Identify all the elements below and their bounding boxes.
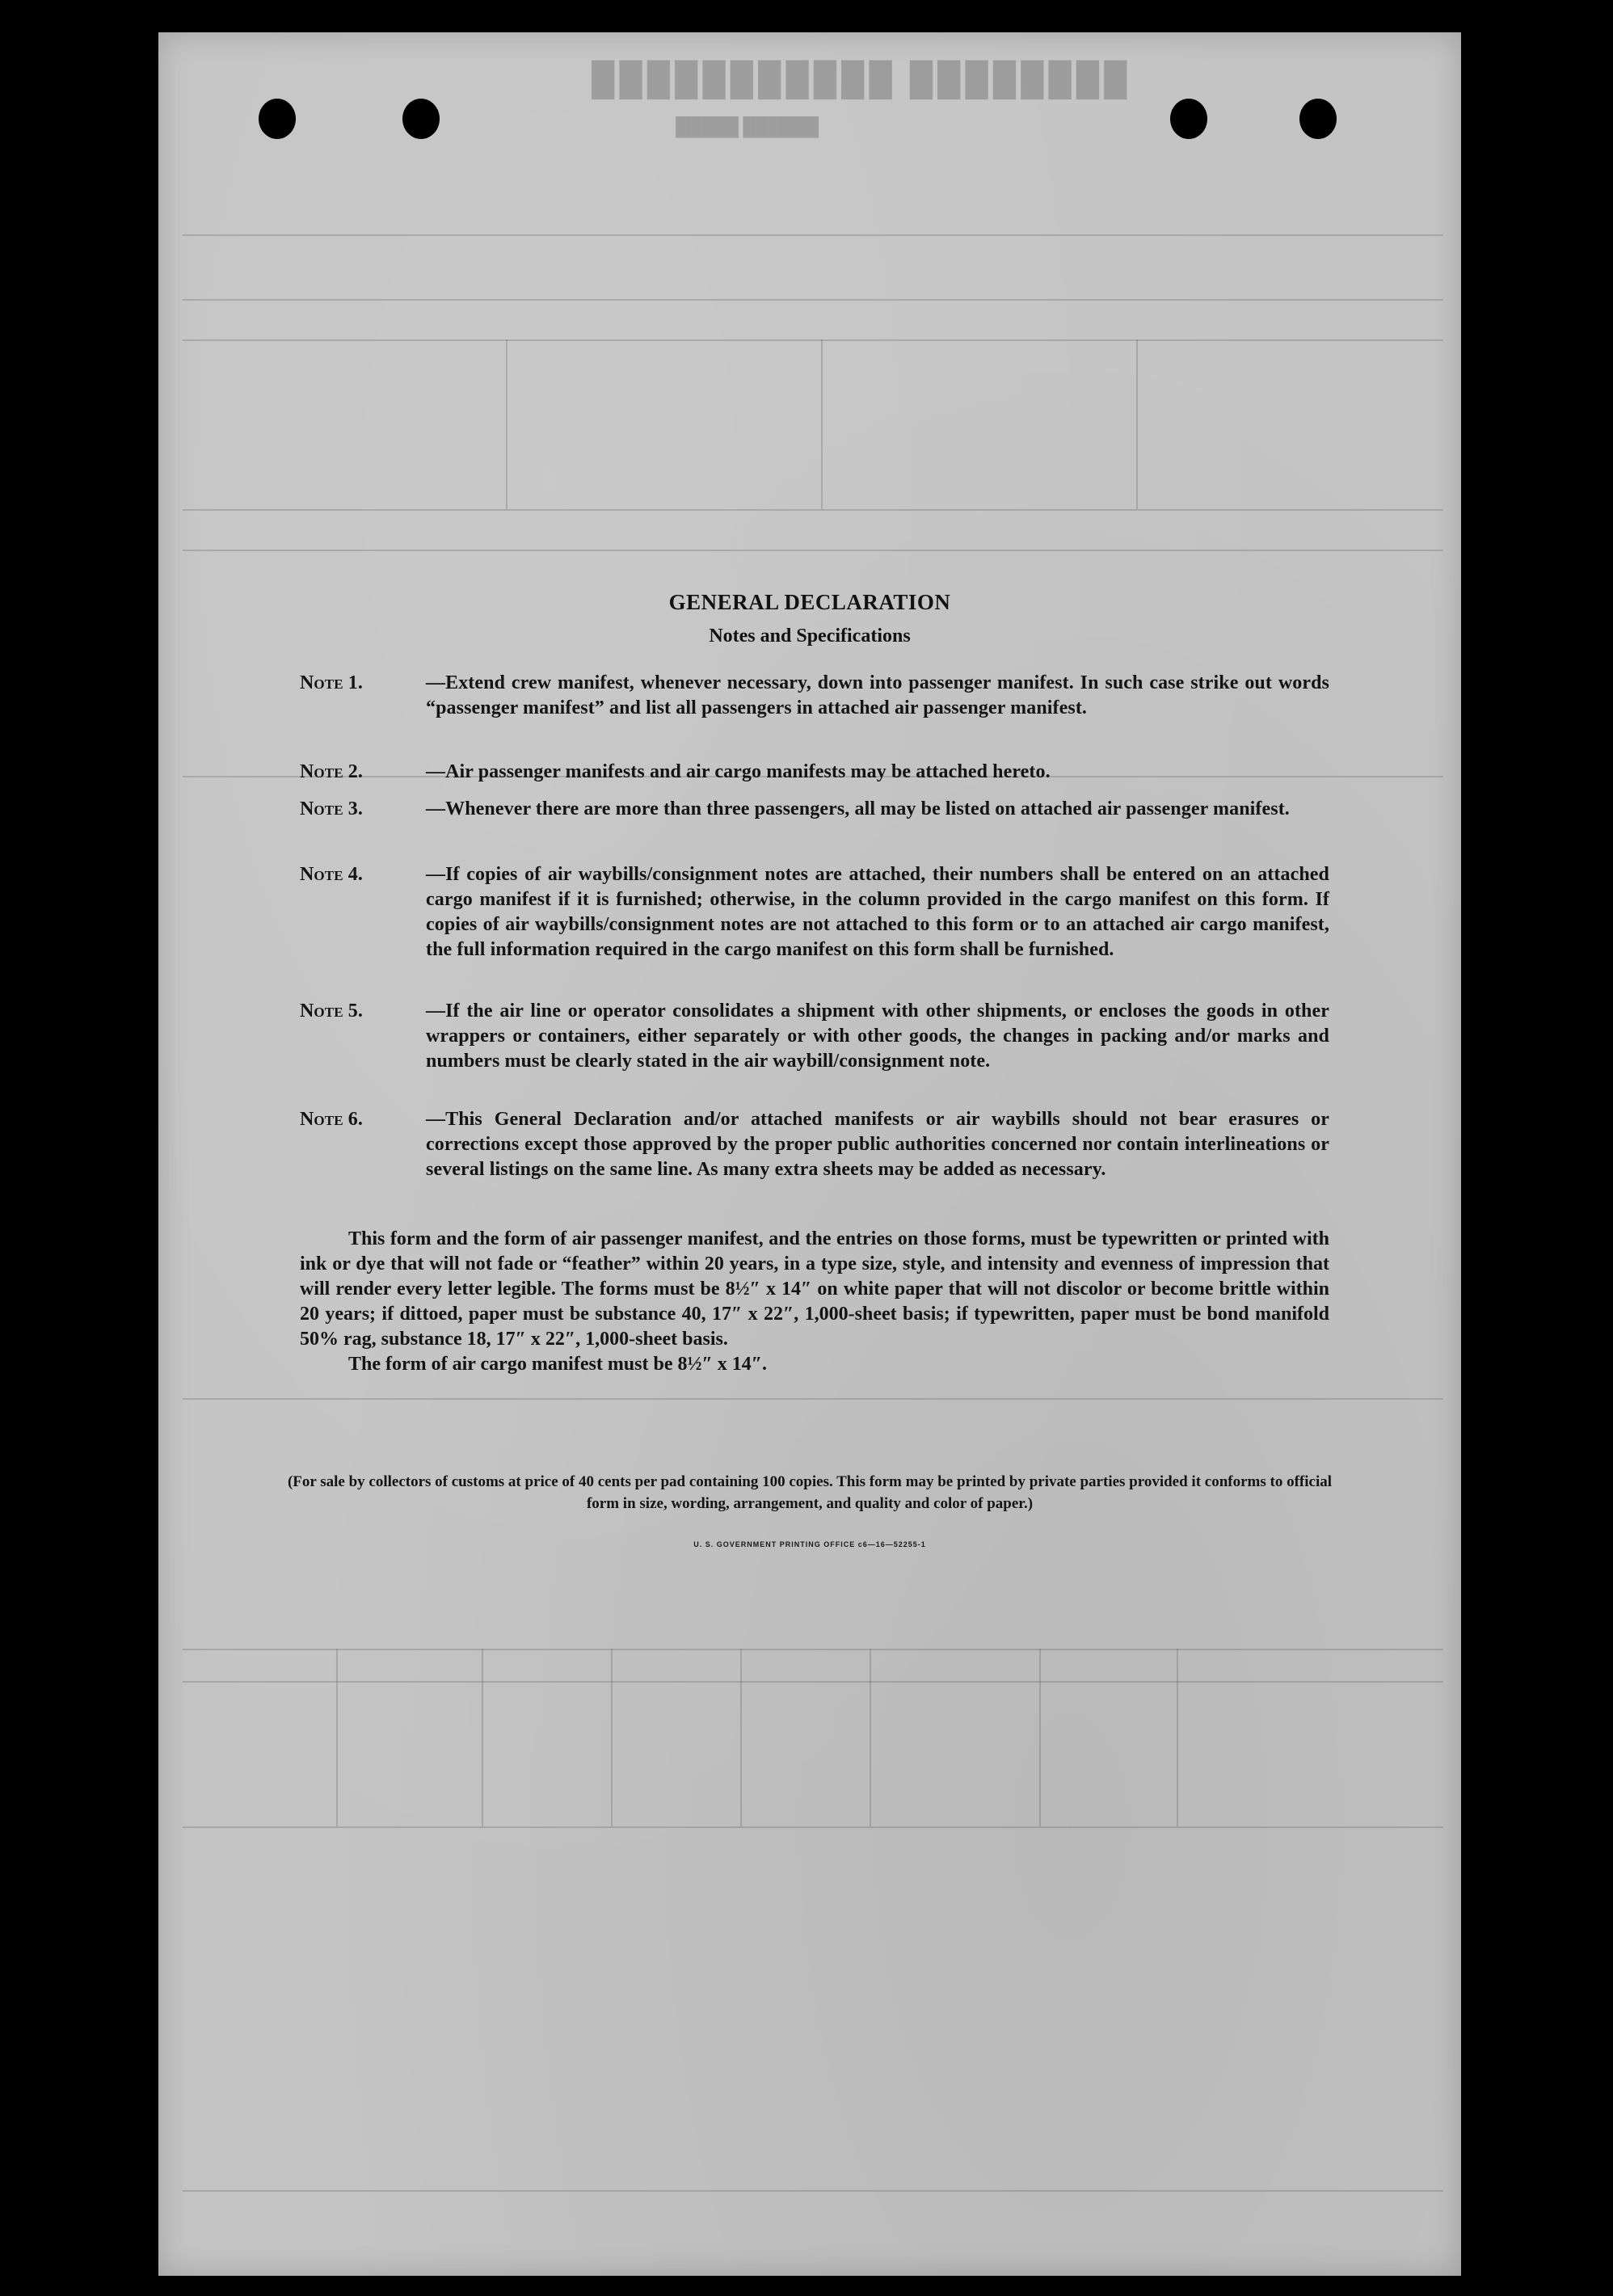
note-text: —Air passenger manifests and air cargo manifests may be attached hereto.: [426, 761, 1051, 782]
declaration-subtitle: Notes and Specifications: [709, 626, 911, 647]
note-text: —This General Declaration and/or attached manifests or air waybills should not bear erasures or corrections except those approved by the proper public authorities concerned nor contain interlineations or several listings on the same line. As many extra sheets may be added as necessary.: [426, 1109, 1329, 1180]
cargo-size-text: The form of air cargo manifest must be 8½″ x 14″.: [348, 1354, 767, 1375]
note-label: Note 5.: [300, 1001, 363, 1022]
note-item: [300, 1107, 1329, 1182]
note-item: [300, 999, 1329, 1074]
note-item: [300, 671, 1329, 721]
punch-hole-left-2: [402, 99, 440, 139]
note-item: [300, 862, 1329, 963]
note-label: Note 3.: [300, 798, 363, 819]
punch-hole-left-1: [259, 99, 296, 139]
note-text: —If copies of air waybills/consignment notes are attached, their numbers shall be entered on an attached cargo manifest if it is furnished; otherwise, in the column provided in the cargo manifest on this form. If copies of air waybills/consignment notes are not attached to this form or to an attached air cargo manifest, the full information required in the cargo manifest on this form shall be furnished.: [426, 864, 1329, 960]
note-label: Note 6.: [300, 1109, 363, 1130]
note-text: —Extend crew manifest, whenever necessary, down into passenger manifest. In such case strike out words “passenger manifest” and list all passengers in attached air passenger manifest.: [426, 672, 1329, 718]
form-requirements-text: This form and the form of air passenger manifest, and the entries on those forms, must be typewritten or printed with ink or dye that will not fade or “feather” within 20 years, in a type size, style, and intensity and evenness of impression that will render every letter legible. The forms must be 8½″ x 14″ on white paper that will not discolor or become brittle within 20 years; if dittoed, paper must be substance 40, 17″ x 22″, 1,000-sheet basis; if typewritten, paper must be bond manifold 50% rag, substance 18, 17″ x 22″, 1,000-sheet basis.: [300, 1228, 1329, 1350]
note-text: —Whenever there are more than three passengers, all may be listed on attached air passenger manifest.: [426, 798, 1290, 819]
sale-notice: (For sale by collectors of customs at price of 40 cents per pad containing 100 copies. This form may be printed by private parties provided it conforms to official form in size, wording, arrangement, and quality and color of paper.): [287, 1473, 1333, 1512]
form-requirements-paragraph: [300, 1227, 1329, 1377]
document-sheet: ████████ ███████████ ██████ █████ GENERAL DECLARATION Notes and Specifications Note 1. —Extend crew manifest, whenever necessary, down into passenger manifest. In such case strike out words “passenger manifest” and list all passengers in attached air passenger manifest. Note 2. —Air passenger manifests and air cargo manifests may be attached hereto. Note 3. —Whenever there are more than three passengers, all may be listed on attached air passenger manifest. Note 4. —If copies of air waybills/consignment notes are attached, their numbers shall be entered on an attached cargo manifest if it is furnished; otherwise, in the column provided in the cargo manifest on this form. If copies of air waybills/consignment notes are not attached to this form or to an attached air cargo manifest, the full information required in the cargo manifest on this form shall be furnished. Note 5. —If the air line or operator consolidates a shipment with other shipments, or encloses the goods in other wrappers or containers, either separately or with other goods, the changes in packing and/or marks and numbers must be clearly stated in the air waybill/consignment note. Note 6. —This General Declaration and/or attached manifests or air waybills should not bear erasures or corrections except those approved by the proper public authorities concerned nor contain interlineations or several listings on the same line. As many extra sheets may be added as necessary. This form and the form of air passenger manifest, and the entries on those forms, must be typewritten or printed with ink or dye that will not fade or “feather” within 20 years, in a type size, style, and intensity and evenness of impression that will render every letter legible. The forms must be 8½″ x 14″ on white paper that will not discolor or become brittle within 20 years; if dittoed, paper must be substance 40, 17″ x 22″, 1,000-sheet basis; if typewritten, paper must be bond manifold 50% rag, substance 18, 17″ x 22″, 1,000-sheet basis. The form of air cargo manifest must be 8½″ x 14″. (For sale by collectors of customs at price of 40 cents per pad containing 100 copies. This form may be printed by private parties provided it conforms to official form in size, wording, arrangement, and quality and color of paper.) U. S. GOVERNMENT PRINTING OFFICE c6—16—52255-1: [158, 32, 1461, 2276]
note-item: [300, 797, 1329, 822]
punch-hole-right-2: [1299, 99, 1337, 139]
printing-office-imprint: U. S. GOVERNMENT PRINTING OFFICE c6—16—52255-1: [693, 1540, 926, 1548]
note-label: Note 2.: [300, 761, 363, 782]
declaration-title: GENERAL DECLARATION: [668, 590, 951, 614]
note-item: [300, 760, 1329, 785]
note-text: —If the air line or operator consolidates a shipment with other shipments, or encloses the goods in other wrappers or containers, either separately or with other goods, the changes in packing and/or marks and numbers must be clearly stated in the air waybill/consignment note.: [426, 1001, 1329, 1072]
note-label: Note 1.: [300, 672, 363, 693]
note-label: Note 4.: [300, 864, 363, 885]
punch-hole-right-1: [1170, 99, 1207, 139]
